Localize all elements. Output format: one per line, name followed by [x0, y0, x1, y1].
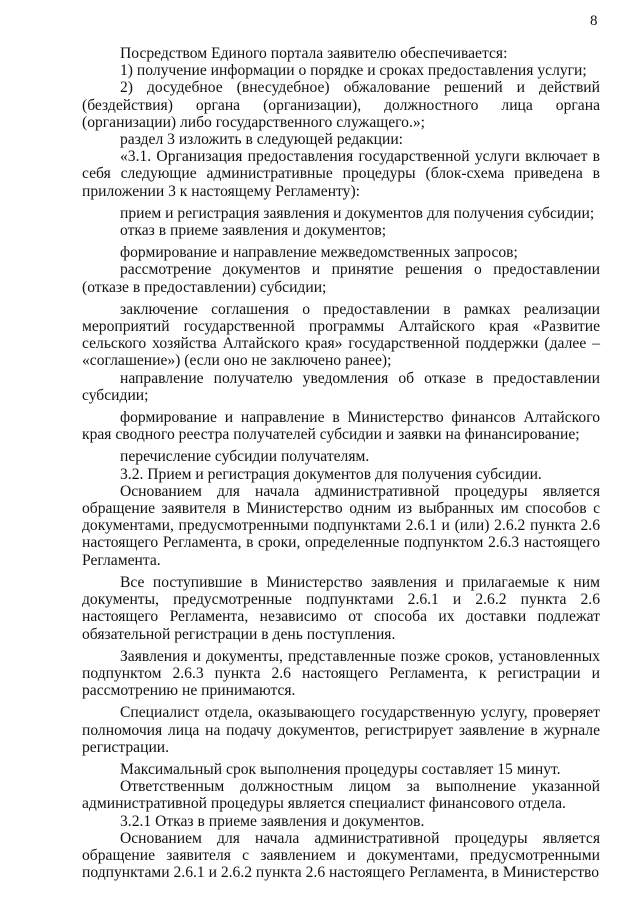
paragraph-3-2-basis: Основанием для начала административной процедуры является обращение заявителя в Министерство одним из выбранных им способов с документами, предусмотренными подпунктами 2.6.1 и (или) 2.6.2 пункта 2.6 настоящего Регламента, в сроки, определенные подпунктом 2.6.3 настоящего Регламента. [82, 482, 600, 569]
procedure-item: формирование и направление межведомственных запросов; [120, 244, 518, 262]
paragraph-3-2-1-heading: 3.2.1 Отказ в приеме заявления и документов. [120, 812, 425, 830]
paragraph-registration: Все поступившие в Министерство заявления и прилагаемые к ним документы, предусмотренные подпунктами 2.6.1 и 2.6.2 пункта 2.6 настоящего Регламента, независимо от способа их доставки подлежат обязательной регистрации в день поступления. [82, 573, 600, 643]
paragraph-responsible: Ответственным должностным лицом за выполнение указанной административной процедуры является специалист финансового отдела. [82, 778, 600, 813]
document-body [82, 45, 600, 881]
procedure-item: направление получателю уведомления об отказе в предоставлении субсидии; [82, 369, 600, 404]
procedure-item: рассмотрение документов и принятие решения о предоставлении (отказе в предоставлении) субсидии; [82, 261, 600, 296]
procedure-item: прием и регистрация заявления и документов для получения субсидии; [120, 204, 595, 222]
procedure-item: отказ в приеме заявления и документов; [120, 222, 387, 240]
paragraph-portal-intro: Посредством Единого портала заявителю обеспечивается: [120, 45, 508, 62]
paragraph-late-documents: Заявления и документы, представленные позже сроков, установленных подпунктом 2.6.3 пункта 2.6 настоящего Регламента, к регистрации и рассмотрению не принимаются. [82, 647, 600, 700]
paragraph-3-2-heading: 3.2. Прием и регистрация документов для получения субсидии. [120, 465, 542, 483]
paragraph-portal-item-2: 2) досудебное (внесудебное) обжалование решений и действий (бездействия) органа (организации), должностного лица органа (организации) либо государственного служащего.»; [82, 79, 600, 131]
procedure-item: перечисление субсидии получателям. [120, 448, 370, 466]
paragraph-specialist-check: Специалист отдела, оказывающего государственную услугу, проверяет полномочия лица на подачу документов, регистрирует заявление в журнале регистрации. [82, 704, 600, 756]
paragraph-max-time: Максимальный срок выполнения процедуры составляет 15 минут. [120, 760, 561, 778]
paragraph-section-3-intro: раздел 3 изложить в следующей редакции: [120, 131, 404, 149]
page-number: 8 [590, 13, 598, 29]
procedure-item: формирование и направление в Министерство финансов Алтайского края сводного реестра получателей субсидии и заявки на финансирование; [82, 409, 600, 444]
paragraph-3-1: «3.1. Организация предоставления государственной услуги включает в себя следующие административные процедуры (блок-схема приведена в приложении 3 к настоящему Регламенту): [82, 148, 600, 200]
procedure-item: заключение соглашения о предоставлении в рамках реализации мероприятий государственной программы Алтайского края «Развитие сельского хозяйства Алтайского края» государственной поддержки (далее – «соглашение») (если оно не заключено ранее); [82, 300, 600, 370]
paragraph-portal-item-1: 1) получение информации о порядке и сроках предоставления услуги; [120, 62, 587, 80]
paragraph-3-2-1-basis: Основанием для начала административной процедуры является обращение заявителя с заявлением и документами, предусмотренными подпунктами 2.6.1 и 2.6.2 пункта 2.6 настоящего Регламента, в Министерство [82, 829, 600, 882]
